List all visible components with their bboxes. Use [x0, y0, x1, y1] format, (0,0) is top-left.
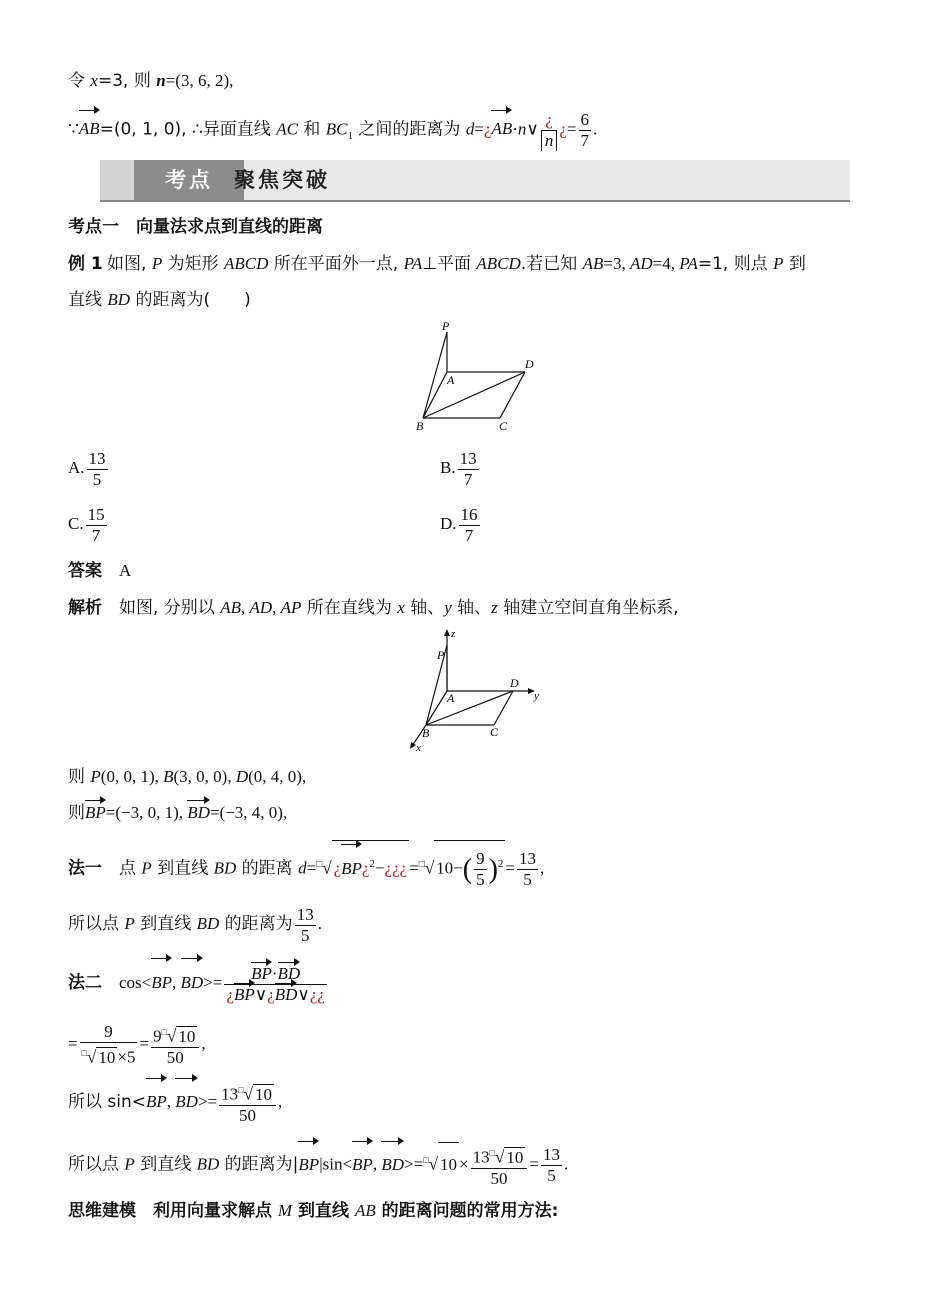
line-set-x: 令 x=3, 则 n=(3, 6, 2),	[68, 71, 234, 91]
label-D: D	[525, 357, 534, 371]
method-two-line: 法二 cos<BP, BD>= $\frac{BP\cdot BD}{¿BP\vee¿BD\vee¿¿}$	[68, 960, 329, 1006]
axis-x-label: x	[416, 742, 421, 753]
result-one-line: 所以点 P 到直线 BD 的距离为 $\frac{13}{5}$ .	[68, 904, 322, 945]
option-c[interactable]: C. $\frac{15}{7}$	[68, 504, 105, 545]
line-distance-formula: ∵AB=(0, 1, 0), ∴异面直线 AC 和 $BC_1$ 之间的距离为 d=¿AB·n∨ $\frac{¿}{n}$ ¿= $\frac{6}{7}$ .	[68, 110, 598, 150]
label-B2: B	[422, 726, 430, 740]
label-A: A	[447, 373, 455, 387]
topic-heading: 考点一 向量法求点到直线的距离	[68, 217, 323, 237]
option-a[interactable]: A. $\frac{13}{5}$	[68, 448, 106, 489]
banner-tab: 考点	[134, 160, 244, 200]
final-result-line: 所以点 P 到直线 BD 的距离为|BP|sin<BP, BD>=□√ 10 × $\frac{13^□√ 10}{50}$ = $\frac{13}{5}$ .	[68, 1138, 568, 1189]
example-line-2: 直线 BD 的距离为( )	[68, 290, 251, 310]
option-d[interactable]: D. $\frac{16}{7}$	[440, 504, 478, 545]
answer-line: 答案 A	[68, 561, 132, 581]
section-banner	[100, 160, 850, 202]
figure-pyramid	[405, 318, 555, 436]
analysis-line: 解析 如图, 分别以 AB, AD, AP 所在直线为 x 轴、y 轴、z 轴建立空间直角坐标系,	[68, 598, 679, 618]
label-A2: A	[447, 691, 455, 705]
vectors-line: 则BP=(−3, 0, 1), BD=(−3, 4, 0),	[68, 803, 288, 823]
option-b[interactable]: B. $\frac{13}{7}$	[440, 448, 477, 489]
banner-shadow	[100, 160, 134, 200]
method-one-line: 法一 点 P 到直线 BD 的距离 d=□√ ¿BP¿$^2$−¿¿¿ =□√ 10−( $\frac{9}{5}$ )$^2$ = $\frac{13}{5}$ ,	[68, 840, 544, 893]
banner-title: 聚焦突破	[234, 168, 330, 192]
fraction-abs-n: $\frac{¿}{n}$	[541, 110, 558, 151]
axis-z-label: z	[451, 628, 456, 640]
label-C2: C	[490, 725, 499, 739]
axis-y-label: y	[534, 690, 539, 702]
thinking-model-line: 思维建模 利用向量求解点 M 到直线 AB 的距离问题的常用方法:	[68, 1201, 559, 1221]
cosine-fraction: $\frac{BP\cdot BD}{¿BP\vee¿BD\vee¿¿}$	[226, 963, 325, 1004]
label-C: C	[499, 419, 508, 433]
label-D2: D	[510, 676, 519, 690]
example-line-1: 例 1 如图, P 为矩形 ABCD 所在平面外一点, PA⊥平面 ABCD.若已知 AB=3, AD=4, PA=1, 则点 P 到	[68, 254, 806, 274]
figure-coordinate-system	[400, 625, 550, 753]
step-two-line: = $\frac{9}{^□√ 10 \times 5}$ = $\frac{9^□√ 10}{50}$ ,	[68, 1022, 206, 1067]
sine-line: 所以 sin<BP, BD>= $\frac{13^□√ 10}{50}$ ,	[68, 1080, 282, 1126]
label-B: B	[416, 419, 424, 433]
label-P: P	[442, 319, 450, 333]
fraction-six-sevenths: $\frac{6}{7}$	[580, 110, 589, 150]
label-P2: P	[437, 648, 445, 662]
coords-line: 则 P(0, 0, 1), B(3, 0, 0), D(0, 4, 0),	[68, 767, 307, 787]
